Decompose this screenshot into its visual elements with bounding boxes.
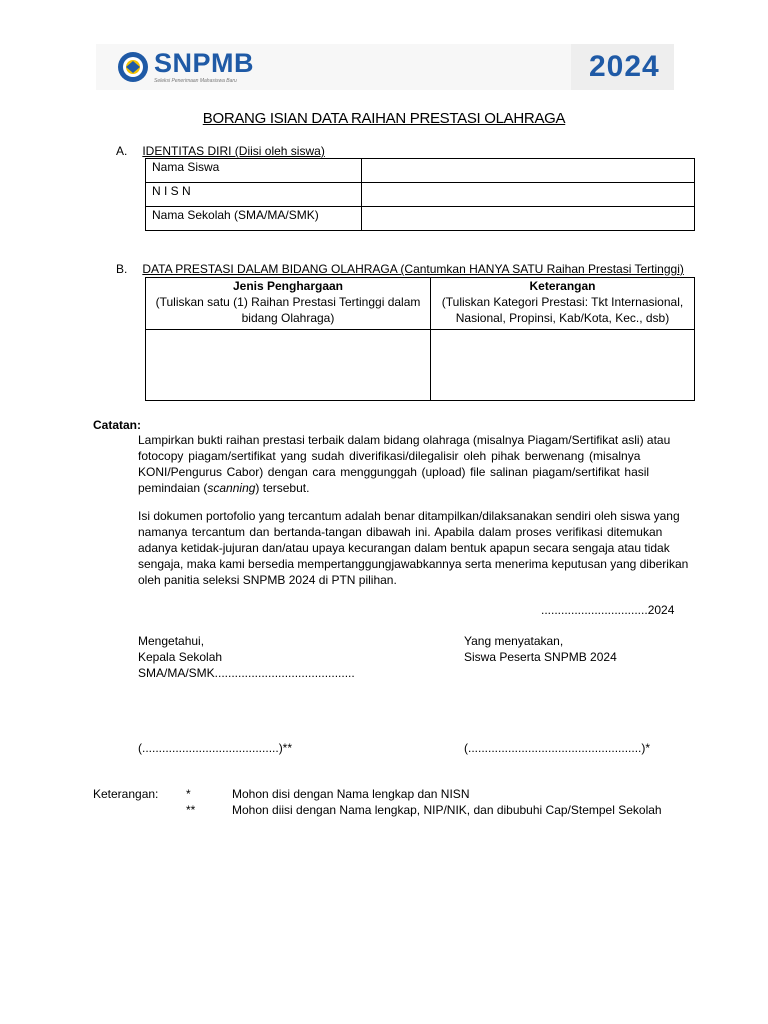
award-column-desc-2: bidang Olahraga) — [241, 311, 335, 325]
table-row — [146, 278, 695, 330]
achievement-col-award-header — [146, 278, 431, 330]
note-para1-italic: scanning — [207, 481, 256, 495]
award-column-title: Jenis Penghargaan — [232, 279, 344, 293]
identity-label-school: Nama Sekolah (SMA/MA/SMK) — [146, 207, 362, 231]
identity-table — [145, 158, 695, 231]
header-year: 2024 — [589, 50, 660, 83]
achievement-col-note-header — [431, 278, 695, 330]
section-a-label: A. — [116, 144, 128, 158]
note-para1-line-3: KONI/Pengurus Cabor) dengan cara menggunggah (upload) file salinan piagam/sertifikat hasil — [138, 465, 650, 479]
section-a-title: IDENTITAS DIRI (Diisi oleh siswa) — [142, 144, 325, 158]
note-entry-field[interactable] — [431, 330, 695, 401]
signature-date: ................................2024 — [541, 603, 675, 617]
identity-label-nisn: N I S N — [146, 183, 362, 207]
note-para2-line-4: sengaja, maka kami bersedia mempertanggungjawabkannya serta menerima keputusan yang diberikan — [138, 557, 689, 571]
table-row — [146, 207, 695, 231]
legend-mark-1: * — [186, 787, 191, 801]
note-para1-last-after: ) tersebut. — [255, 481, 310, 495]
note-para1-line-1: Lampirkan bukti raihan prestasi terbaik dalam bidang olahraga (misalnya Piagam/Sertifikat asli) atau — [138, 433, 671, 447]
right-sign-line-2: Siswa Peserta SNPMB 2024 — [464, 650, 617, 664]
student-signature-field[interactable]: (....................................................)* — [464, 741, 651, 755]
logo-text: SNPMB — [154, 48, 255, 78]
snpmb-logo — [116, 47, 266, 87]
principal-signature-field[interactable]: (.........................................)** — [138, 741, 293, 755]
note-para2-line-3: adanya ketidak-jujuran dan/atau upaya kecurangan dalam bentuk apapun secara sengaja atau tidak — [138, 541, 670, 555]
award-column-desc-1: (Tuliskan satu (1) Raihan Prestasi Tertinggi dalam — [155, 295, 421, 309]
table-row — [146, 183, 695, 207]
table-row — [146, 330, 695, 401]
logo-subtitle: Seleksi Penerimaan Mahasiswa Baru — [154, 78, 237, 84]
right-sign-line-1: Yang menyatakan, — [464, 634, 564, 648]
logo-emblem-icon — [116, 50, 150, 84]
left-sign-line-2: Kepala Sekolah — [138, 650, 223, 664]
section-b-title: DATA PRESTASI DALAM BIDANG OLAHRAGA (Cantumkan HANYA SATU Raihan Prestasi Tertinggi) — [142, 262, 684, 276]
section-b-heading — [116, 262, 684, 276]
identity-field-name[interactable] — [362, 159, 695, 183]
left-sign-line-3: SMA/MA/SMK.......................................... — [138, 666, 355, 680]
page-title: BORANG ISIAN DATA RAIHAN PRESTASI OLAHRAGA — [202, 110, 566, 127]
table-row — [146, 159, 695, 183]
note-para2-line-5: oleh panitia seleksi SNPMB 2024 di PTN pilihan. — [138, 573, 397, 587]
section-a-heading — [116, 144, 325, 158]
identity-field-nisn[interactable] — [362, 183, 695, 207]
identity-field-school[interactable] — [362, 207, 695, 231]
legend-text-1: Mohon disi dengan Nama lengkap dan NISN — [232, 787, 470, 801]
note-para1-last-before: pemindaian ( — [138, 481, 208, 495]
note-column-desc-2: Nasional, Propinsi, Kab/Kota, Kec., dsb) — [455, 311, 670, 325]
award-entry-field[interactable] — [146, 330, 431, 401]
achievement-table — [145, 277, 695, 401]
note-para2-line-1: Isi dokumen portofolio yang tercantum adalah benar ditampilkan/dilaksanakan sendiri oleh siswa yang — [138, 509, 680, 523]
legend-text-2: Mohon diisi dengan Nama lengkap, NIP/NIK, dan dibubuhi Cap/Stempel Sekolah — [232, 803, 662, 817]
note-column-title: Keterangan — [529, 279, 596, 293]
note-column-desc-1: (Tuliskan Kategori Prestasi: Tkt Internasional, — [441, 295, 684, 309]
note-para1-line-4 — [138, 480, 309, 496]
identity-label-name: Nama Siswa — [146, 159, 362, 183]
legend-label: Keterangan: — [93, 787, 159, 801]
note-para2-line-2: namanya tercantum dan bertanda-tangan dibawah ini. Apabila dalam proses verifikasi ditemukan — [138, 525, 663, 539]
left-sign-line-1: Mengetahui, — [138, 634, 205, 648]
section-b-label: B. — [116, 262, 128, 276]
legend-mark-2: ** — [186, 803, 196, 817]
note-para1-line-2: fotocopy piagam/sertifikat yang sudah diverifikasi/dilegalisir oleh pihak berwenang (misalnya — [138, 449, 641, 463]
notes-title: Catatan: — [93, 418, 142, 432]
